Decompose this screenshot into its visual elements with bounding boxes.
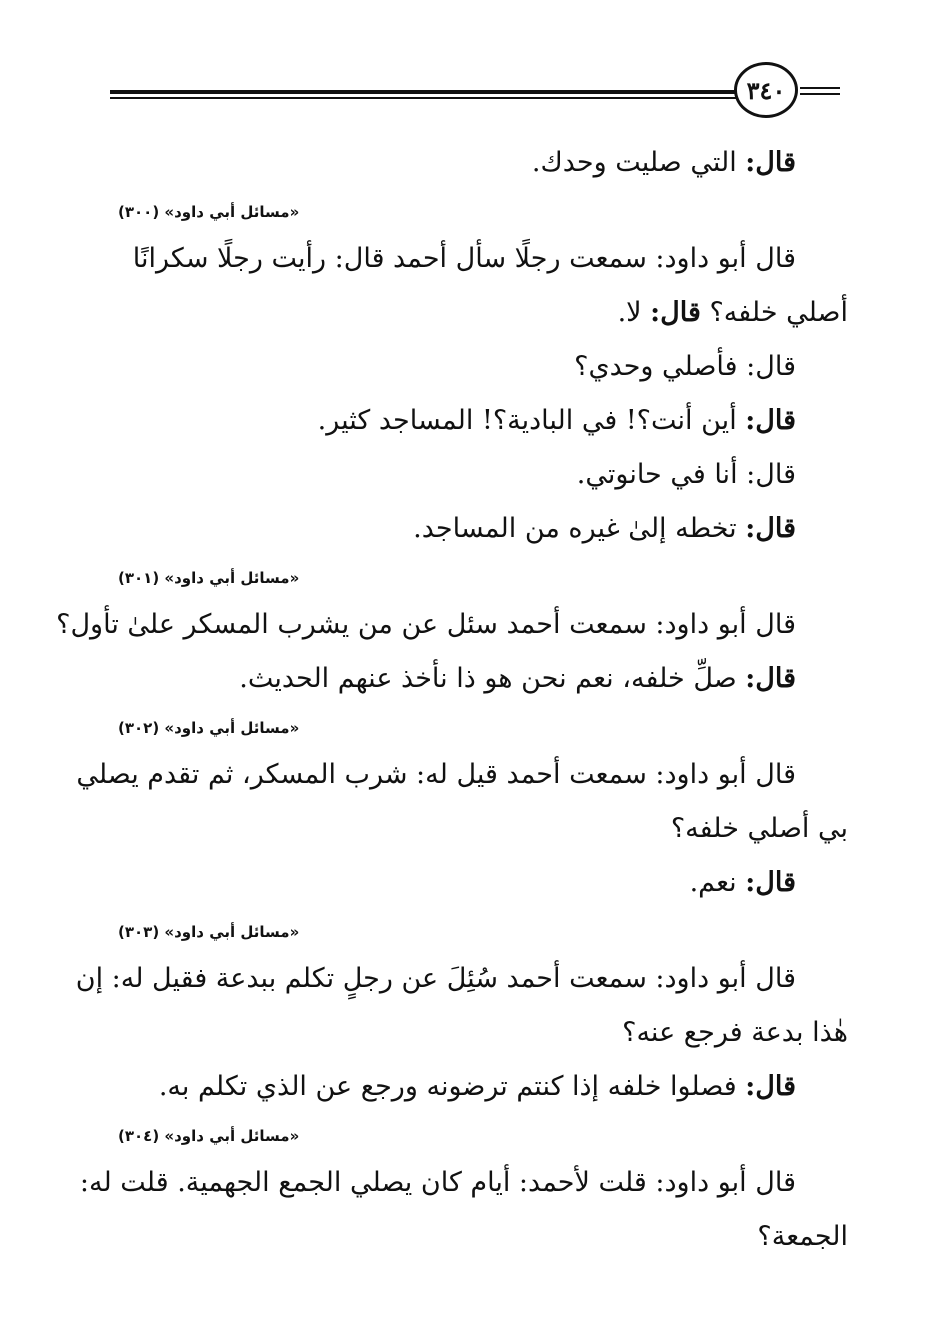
source-reference	[118, 718, 848, 738]
line-text: الجمعة؟	[757, 1221, 848, 1252]
line-text: صلِّ خلفه، نعم نحن هو ذا نأخذ عنهم الحديث.	[239, 663, 746, 694]
line-text: فصلوا خلفه إذا كنتم ترضونه ورجع عن الذي تكلم به.	[158, 1071, 746, 1102]
text-line	[118, 232, 848, 286]
speaker-label: قال:	[745, 1071, 796, 1102]
page-body	[56, 136, 848, 1264]
line-text: قال أبو داود: سمعت أحمد سُئِلَ عن رجلٍ تكلم ببدعة فقيل له: إن	[75, 963, 796, 994]
text-line	[118, 1210, 848, 1264]
source-reference	[118, 568, 848, 588]
line-text: قال أبو داود: سمعت أحمد قيل له: شرب المسكر، ثم تقدم يصلي	[76, 759, 796, 790]
reference-number: (٣٠٣)	[118, 923, 160, 941]
line-text: أصلي خلفه؟	[700, 297, 848, 328]
speaker-label: قال:	[745, 405, 796, 436]
speaker-label: قال:	[745, 867, 796, 898]
reference-source: «مسائل أبي داود»	[164, 569, 300, 587]
line-text: تخطه إلىٰ غيره من المساجد.	[413, 513, 746, 544]
header-rule-right	[800, 87, 840, 89]
line-text: قال أبو داود: سمعت أحمد سئل عن من يشرب المسكر علىٰ تأول؟	[56, 609, 796, 640]
text-line	[118, 1006, 848, 1060]
text-line	[118, 856, 848, 910]
line-text: أين أنت؟! في البادية؟! المساجد كثير.	[317, 405, 746, 436]
reference-source: «مسائل أبي داود»	[164, 923, 300, 941]
reference-number: (٣٠٢)	[118, 719, 160, 737]
text-line	[118, 394, 848, 448]
source-reference	[118, 1126, 848, 1146]
reference-source: «مسائل أبي داود»	[164, 203, 300, 221]
speaker-label: قال:	[650, 297, 701, 328]
text-line	[118, 802, 848, 856]
text-line	[79, 1156, 848, 1210]
line-text: قال أبو داود: قلت لأحمد: أيام كان يصلي الجمع الجهمية. قلت له:	[79, 1167, 796, 1198]
line-text: قال أبو داود: سمعت رجلًا سأل أحمد قال: رأيت رجلًا سكرانًا	[132, 243, 796, 274]
reference-source: «مسائل أبي داود»	[164, 719, 300, 737]
speaker-label: قال:	[745, 147, 796, 178]
speaker-label: قال:	[745, 513, 796, 544]
line-text: نعم.	[689, 867, 746, 898]
line-text: قال: أنا في حانوتي.	[576, 459, 796, 490]
reference-number: (٣٠٤)	[118, 1127, 160, 1145]
reference-number: (٣٠٠)	[118, 203, 160, 221]
text-line	[118, 652, 848, 706]
page-number: ٣٤٠	[734, 62, 798, 118]
text-line	[75, 952, 848, 1006]
header-rule-thick	[110, 90, 738, 94]
text-line	[118, 1060, 848, 1114]
reference-number: (٣٠١)	[118, 569, 160, 587]
reference-source: «مسائل أبي داود»	[164, 1127, 300, 1145]
text-line	[118, 286, 848, 340]
line-text: التي صليت وحدك.	[531, 147, 746, 178]
line-text: لا.	[617, 297, 651, 328]
text-line	[56, 598, 848, 652]
source-reference	[118, 922, 848, 942]
text-line	[118, 340, 848, 394]
line-text: قال: فأصلي وحدي؟	[574, 351, 796, 382]
speaker-label: قال:	[745, 663, 796, 694]
text-line	[76, 748, 848, 802]
header-rule-thin	[110, 97, 738, 99]
text-line	[118, 136, 848, 190]
page-header	[110, 62, 840, 122]
text-line	[118, 502, 848, 556]
source-reference	[118, 202, 848, 222]
line-text: بي أصلي خلفه؟	[670, 813, 848, 844]
text-line	[118, 448, 848, 502]
line-text: هٰذا بدعة فرجع عنه؟	[622, 1017, 848, 1048]
header-rule-right	[800, 93, 840, 95]
